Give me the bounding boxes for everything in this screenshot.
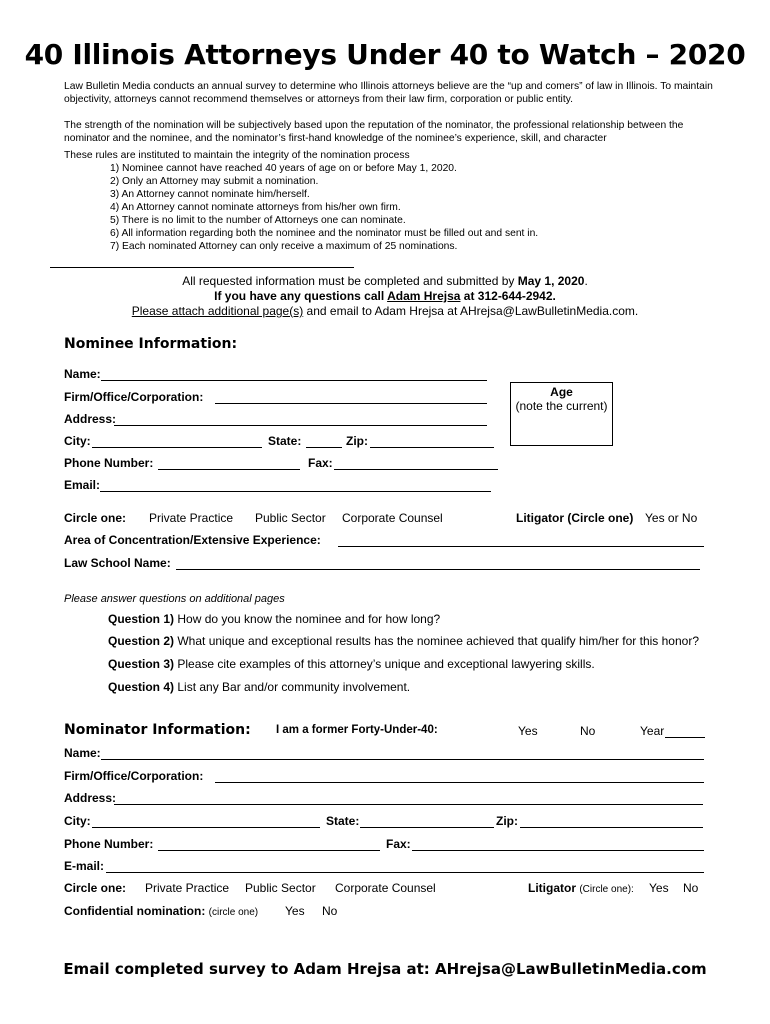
age-box[interactable]	[510, 382, 613, 446]
nominee-phone-field[interactable]	[158, 469, 300, 470]
rule-item: 1) Nominee cannot have reached 40 years of age on or before May 1, 2020.	[110, 163, 457, 174]
question-item	[108, 680, 410, 694]
former-yes-option[interactable]: Yes	[518, 724, 538, 738]
nominator-litigator-yes[interactable]: Yes	[649, 881, 669, 895]
nominator-litigator-note: (Circle one):	[579, 884, 634, 895]
nominee-zip-field[interactable]	[370, 447, 494, 448]
nominator-city-label: City:	[64, 814, 91, 828]
nominee-state-field[interactable]	[306, 447, 342, 448]
former-no-option[interactable]: No	[580, 724, 596, 738]
page-title: 40 Illinois Attorneys Under 40 to Watch – 2020	[24, 38, 746, 71]
nominee-city-label: City:	[64, 434, 91, 448]
nominator-state-field[interactable]	[360, 827, 494, 828]
nominator-name-field[interactable]	[101, 759, 704, 760]
question-item	[108, 612, 440, 626]
question-text: Please cite examples of this attorney’s unique and exceptional lawyering skills.	[174, 657, 595, 671]
question-label: Question 1)	[108, 612, 175, 626]
nominator-option-public-sector[interactable]: Public Sector	[245, 881, 316, 895]
nominator-firm-field[interactable]	[215, 782, 704, 783]
nominee-heading: Nominee Information:	[64, 336, 238, 352]
question-text: List any Bar and/or community involvement.	[174, 680, 411, 694]
submission-line-3	[0, 304, 770, 318]
nominee-email-field[interactable]	[100, 491, 491, 492]
submission-text: and email to Adam Hrejsa at AHrejsa@LawBulletinMedia.com.	[303, 304, 639, 318]
question-text: How do you know the nominee and for how long?	[174, 612, 441, 626]
confidential-note: (circle one)	[208, 907, 259, 918]
contact-name: Adam Hrejsa	[387, 289, 461, 303]
rule-item: 3) An Attorney cannot nominate him/herself.	[110, 189, 310, 200]
former-forty-under-40-label: I am a former Forty-Under-40:	[276, 724, 438, 736]
nominee-zip-label: Zip:	[346, 434, 368, 448]
submission-text: at 312-644-2942.	[460, 289, 556, 303]
rule-item: 7) Each nominated Attorney can only receive a maximum of 25 nominations.	[110, 241, 458, 252]
confidential-group	[64, 904, 258, 918]
nominator-name-label: Name:	[64, 746, 101, 760]
divider	[50, 267, 354, 268]
nominator-zip-field[interactable]	[520, 827, 703, 828]
confidential-label: Confidential nomination:	[64, 904, 206, 918]
submission-text: All requested information must be completed and submitted by	[182, 274, 518, 288]
nominee-fax-label: Fax:	[308, 456, 333, 470]
submission-line-1	[0, 274, 770, 288]
nominee-name-field[interactable]	[101, 380, 487, 381]
nominee-school-label: Law School Name:	[64, 556, 171, 570]
nominee-option-private-practice[interactable]: Private Practice	[149, 511, 234, 525]
question-item	[108, 634, 699, 648]
nominee-state-label: State:	[268, 434, 302, 448]
nominator-litigator-label: Litigator	[528, 881, 576, 895]
nominee-option-public-sector[interactable]: Public Sector	[255, 511, 326, 525]
footer-email-instruction: Email completed survey to Adam Hrejsa at: AHrejsa@LawBulletinMedia.com	[63, 960, 707, 978]
rule-item: 2) Only an Attorney may submit a nomination.	[110, 176, 319, 187]
nominee-area-field[interactable]	[338, 546, 704, 547]
rule-item: 5) There is no limit to the number of Attorneys one can nominate.	[110, 215, 406, 226]
nominator-option-corporate-counsel[interactable]: Corporate Counsel	[335, 881, 436, 895]
nominator-fax-label: Fax:	[386, 837, 411, 851]
question-item	[108, 657, 595, 671]
submission-text: .	[584, 274, 588, 288]
age-title: Age	[550, 385, 573, 399]
confidential-yes[interactable]: Yes	[285, 904, 305, 918]
nominator-circle-one-label: Circle one:	[64, 881, 127, 895]
rule-item: 4) An Attorney cannot nominate attorneys from his/her own firm.	[110, 202, 401, 213]
nominee-firm-label: Firm/Office/Corporation:	[64, 390, 204, 404]
nominee-email-label: Email:	[64, 478, 101, 492]
question-label: Question 3)	[108, 657, 175, 671]
rule-item: 6) All information regarding both the nominee and the nominator must be filled out and sent in.	[110, 228, 539, 239]
submission-line-2	[0, 289, 770, 303]
question-label: Question 2)	[108, 634, 175, 648]
question-label: Question 4)	[108, 680, 175, 694]
intro-paragraph-1: Law Bulletin Media conducts an annual survey to determine who Illinois attorneys believe are the “up and comers” of law in Illinois. To maintain objectivity, attorneys cannot recommend themselves or attorneys from their law firm, corporation or public entity.	[64, 81, 713, 105]
nominee-address-label: Address:	[64, 412, 117, 426]
nominee-option-corporate-counsel[interactable]: Corporate Counsel	[342, 511, 443, 525]
nominator-phone-field[interactable]	[158, 850, 380, 851]
former-year-field[interactable]	[665, 737, 705, 738]
nominator-firm-label: Firm/Office/Corporation:	[64, 769, 204, 783]
nominee-address-field[interactable]	[114, 425, 487, 426]
nominator-option-private-practice[interactable]: Private Practice	[145, 881, 230, 895]
age-note: (note the current)	[515, 399, 608, 413]
intro-paragraph-2: The strength of the nomination will be subjectively based upon the reputation of the nominator, the professional relationship between the nominator and the nominee, and the nominator’s first-hand knowledge of the nominee’s experience, skill, and character	[64, 120, 684, 144]
question-text: What unique and exceptional results has the nominee achieved that qualify him/her for this honor?	[174, 634, 699, 648]
nominee-litigator-label: Litigator (Circle one)	[516, 511, 634, 525]
nominee-name-label: Name:	[64, 367, 101, 381]
submission-text: If you have any questions call	[214, 289, 388, 303]
nominator-fax-field[interactable]	[412, 850, 704, 851]
nominator-litigator-group	[528, 881, 634, 895]
nominator-address-field[interactable]	[114, 804, 703, 805]
nominee-fax-field[interactable]	[334, 469, 498, 470]
nominee-area-label: Area of Concentration/Extensive Experience:	[64, 533, 321, 547]
confidential-no[interactable]: No	[322, 904, 338, 918]
nominee-phone-label: Phone Number:	[64, 456, 154, 470]
nominator-zip-label: Zip:	[496, 814, 518, 828]
nominee-litigator-options[interactable]: Yes or No	[645, 511, 698, 525]
nominee-city-field[interactable]	[92, 447, 262, 448]
nominator-city-field[interactable]	[92, 827, 320, 828]
nominee-firm-field[interactable]	[215, 403, 487, 404]
questions-note: Please answer questions on additional pages	[64, 593, 285, 605]
nominator-email-label: E-mail:	[64, 859, 105, 873]
nominator-heading: Nominator Information:	[64, 722, 251, 738]
nominee-circle-one-label: Circle one:	[64, 511, 127, 525]
intro-paragraph-3: These rules are instituted to maintain the integrity of the nomination process	[64, 150, 410, 161]
attach-pages-link: Please attach additional page(s)	[131, 304, 304, 318]
nominator-address-label: Address:	[64, 791, 117, 805]
former-year-label: Year	[640, 724, 665, 738]
nominator-email-field[interactable]	[106, 872, 704, 873]
nominator-litigator-no[interactable]: No	[683, 881, 699, 895]
nominee-school-field[interactable]	[176, 569, 700, 570]
deadline: May 1, 2020	[517, 274, 585, 288]
nominator-state-label: State:	[326, 814, 360, 828]
nominator-phone-label: Phone Number:	[64, 837, 154, 851]
